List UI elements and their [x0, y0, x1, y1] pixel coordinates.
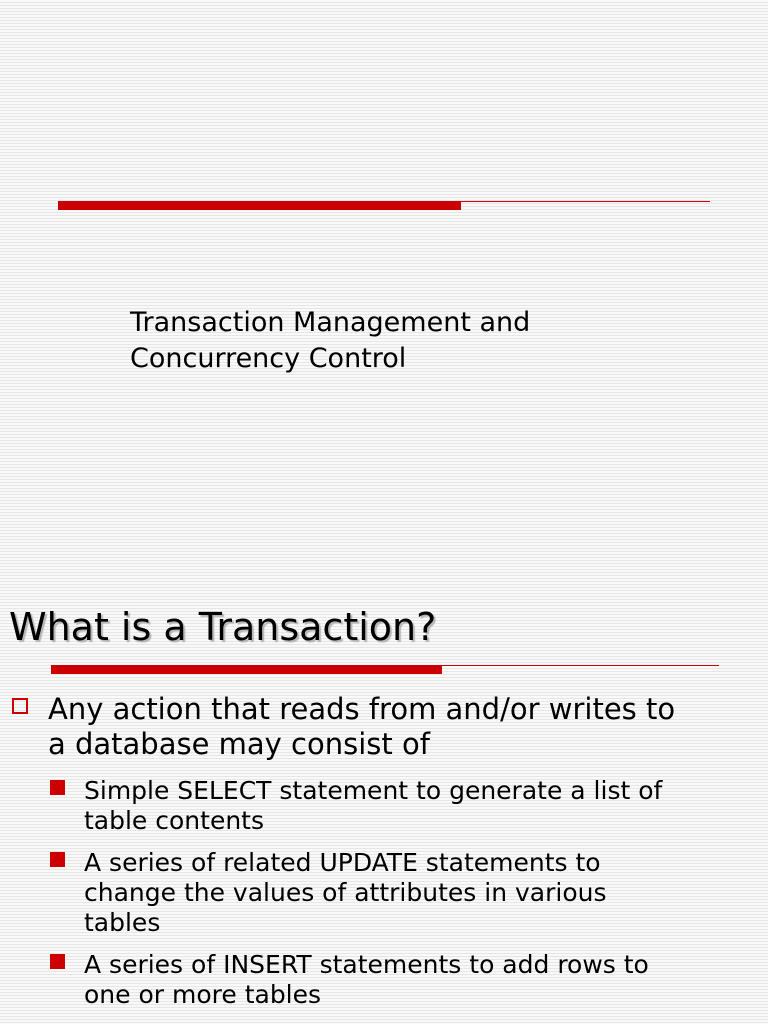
hollow-square-icon — [12, 698, 28, 714]
slide-heading: What is a Transaction? — [9, 605, 437, 649]
sub-bullet-line: table contents — [84, 806, 265, 835]
title-accent-line — [461, 201, 710, 202]
slide-title — [130, 305, 690, 377]
filled-square-icon — [50, 954, 65, 969]
sub-bullet-line: change the values of attributes in various — [84, 878, 607, 907]
sub-bullet-text — [84, 950, 758, 1010]
main-bullet — [10, 692, 760, 762]
sub-bullet-line: A series of INSERT statements to add rows to — [84, 950, 649, 979]
sub-bullet-update — [48, 848, 758, 938]
sub-bullet-line: tables — [84, 908, 161, 937]
content-slide — [0, 576, 768, 1024]
main-bullet-line: a database may consist of — [48, 727, 430, 761]
sub-bullet-line: one or more tables — [84, 980, 322, 1009]
sub-bullet-list — [48, 776, 758, 1022]
sub-bullet-line: A series of related UPDATE statements to — [84, 848, 601, 877]
sub-bullet-select — [48, 776, 758, 836]
sub-bullet-line: Simple SELECT statement to generate a list of — [84, 776, 663, 805]
sub-bullet-text — [84, 848, 758, 938]
sub-bullet-text — [84, 776, 758, 836]
slide-title-line: Transaction Management and — [130, 307, 531, 338]
heading-accent-line — [442, 665, 719, 666]
main-bullet-line: Any action that reads from and/or writes to — [48, 692, 676, 726]
sub-bullet-insert — [48, 950, 758, 1010]
main-bullet-text — [48, 692, 760, 762]
slide-title-line: Concurrency Control — [130, 343, 407, 374]
heading-accent-bar — [51, 665, 442, 674]
title-accent-bar — [58, 201, 461, 210]
filled-square-icon — [50, 780, 65, 795]
filled-square-icon — [50, 852, 65, 867]
